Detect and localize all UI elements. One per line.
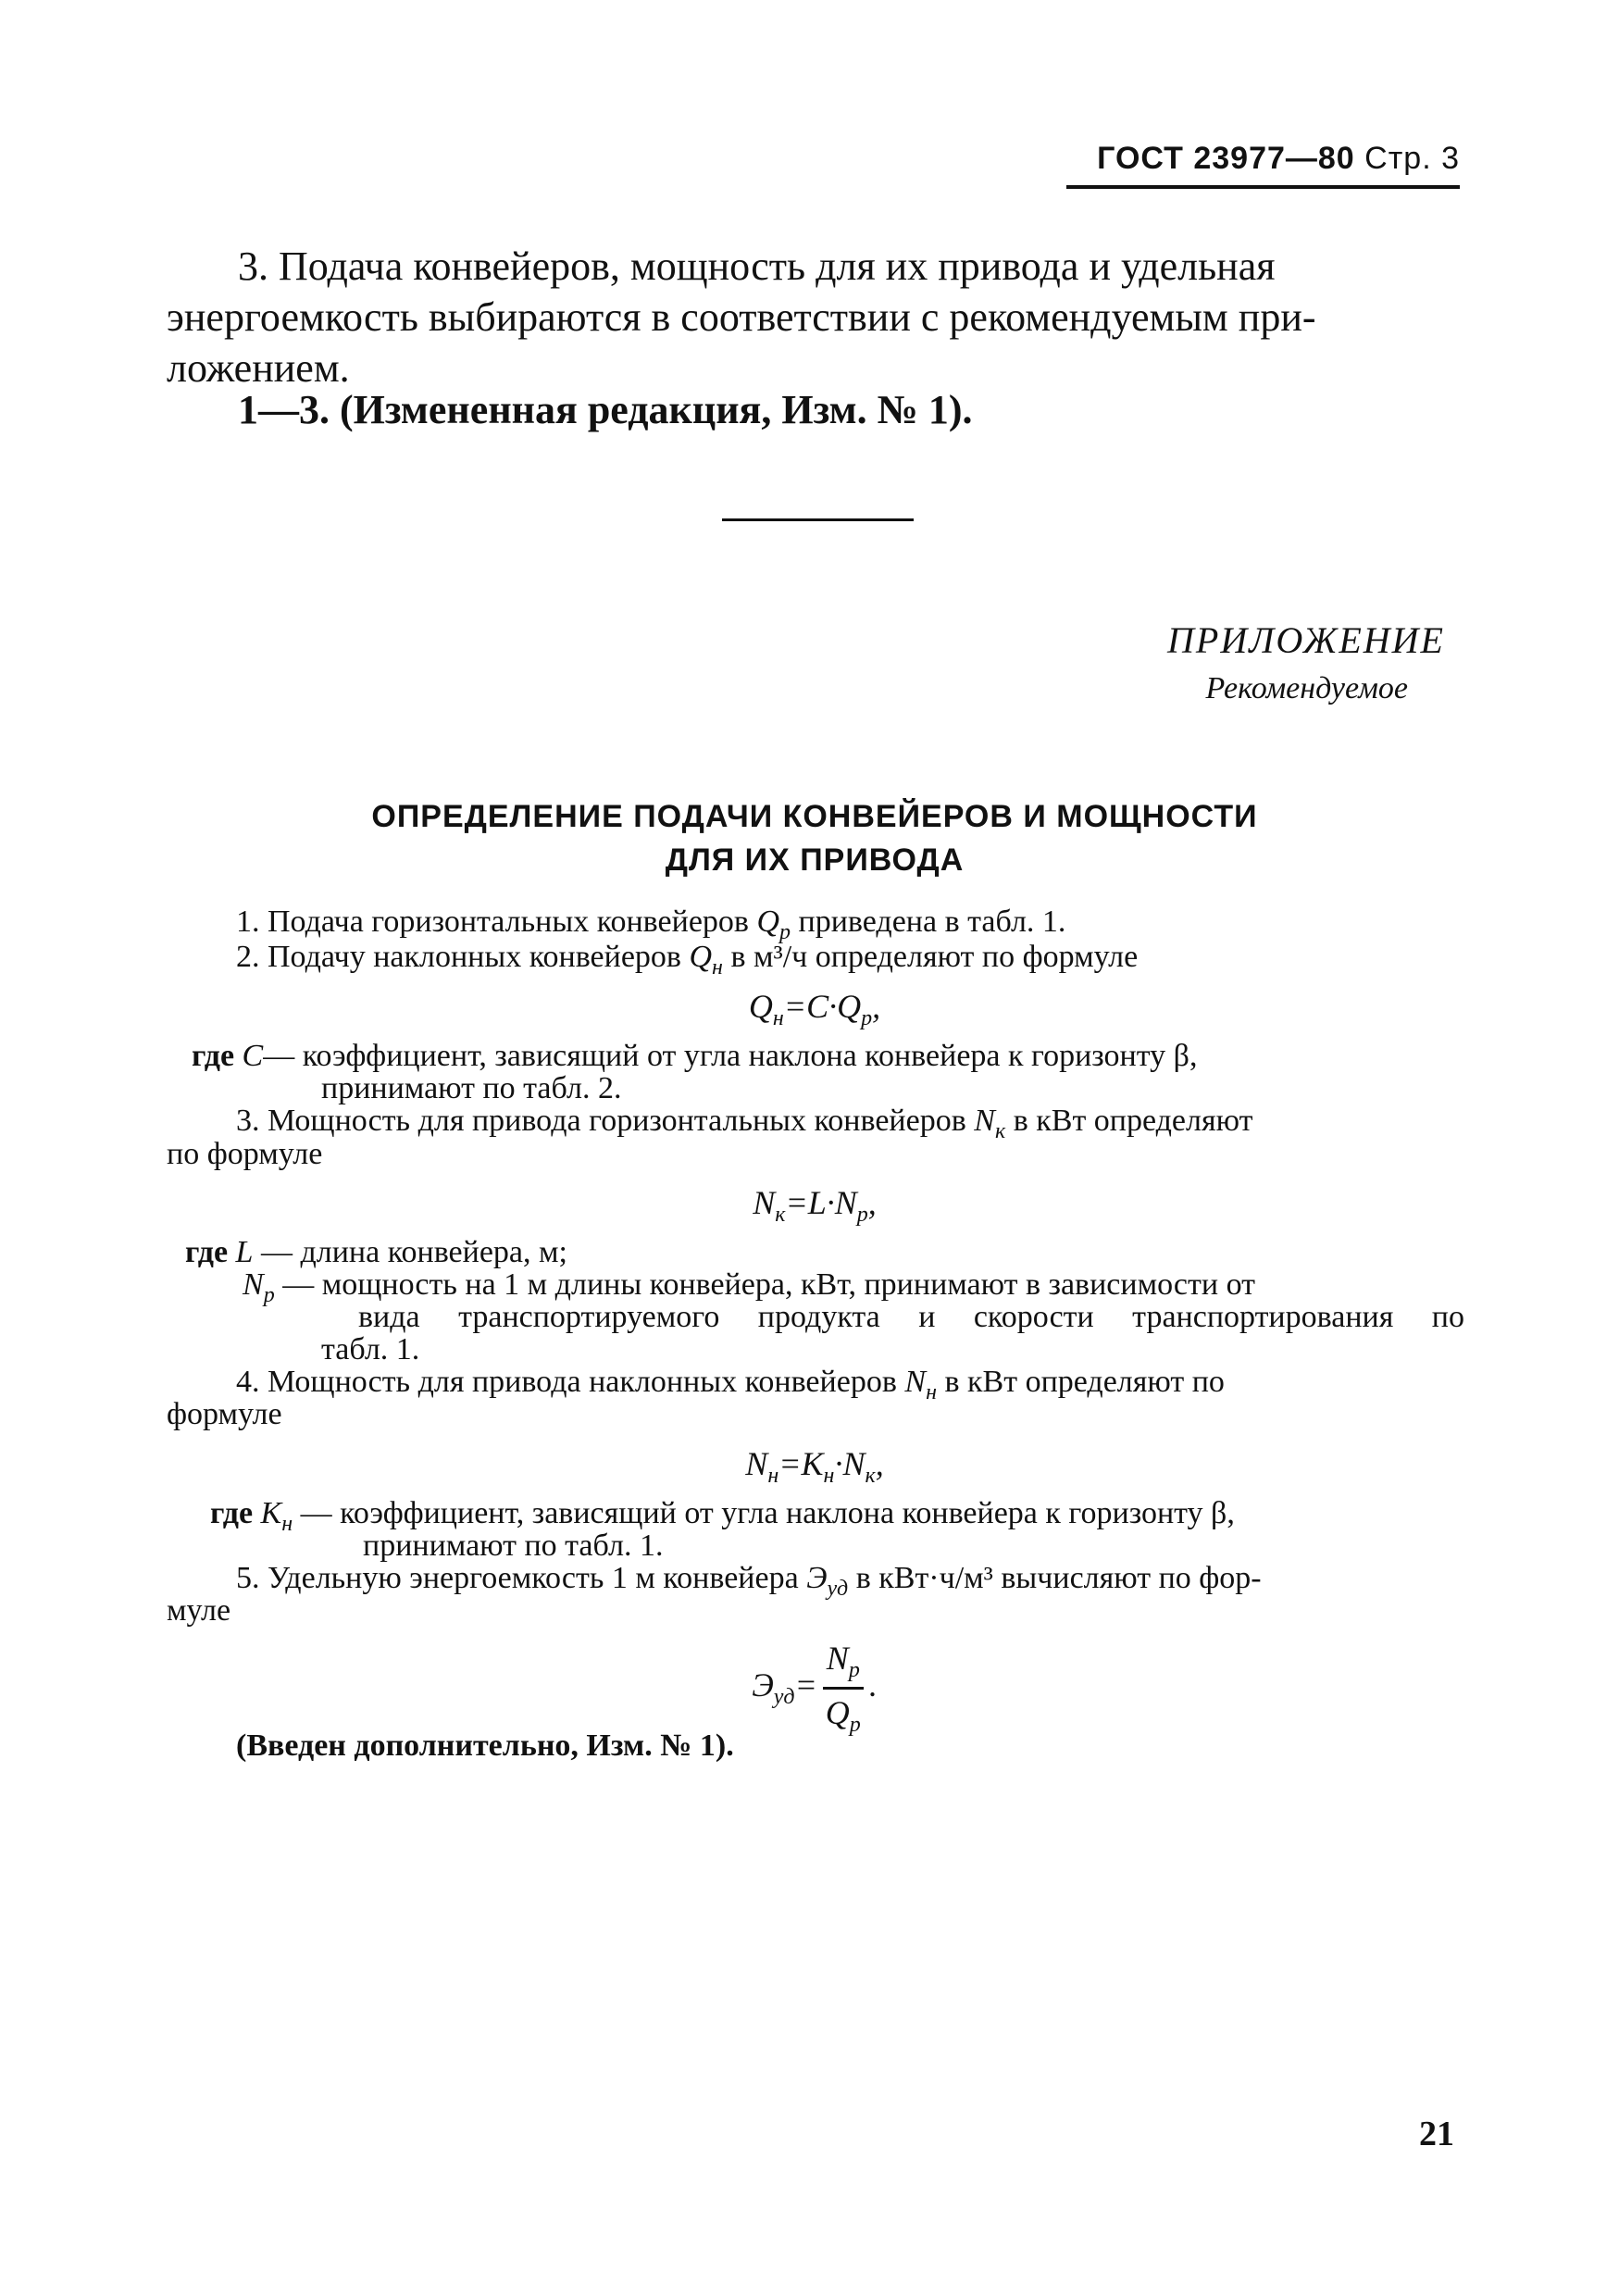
formula-1-rhs: =C·Q bbox=[783, 988, 862, 1025]
point-3-text-a: 3. Мощность для привода горизонтальных конвейеров bbox=[236, 1104, 966, 1138]
section-title-line-1: ОПРЕДЕЛЕНИЕ ПОДАЧИ КОНВЕЙЕРОВ И МОЩНОСТИ bbox=[371, 799, 1258, 834]
where-np-text: — мощность на 1 м длины конвейера, кВт, принимают в зависимости от bbox=[282, 1267, 1255, 1302]
formula-3-rhs-sub: н bbox=[823, 1464, 835, 1489]
point-2-where bbox=[192, 1040, 1197, 1073]
where-kn-text: — коэффициент, зависящий от угла наклона конвейера к горизонту β, bbox=[300, 1496, 1235, 1530]
point-4-cont: формуле bbox=[167, 1397, 282, 1431]
point-2-text-a: 2. Подачу наклонных конвейеров bbox=[236, 940, 681, 974]
amendment-note-2: (Введен дополнительно, Изм. № 1). bbox=[236, 1728, 734, 1763]
point-4-var: $N_н$ bbox=[904, 1365, 937, 1404]
where-label: где bbox=[185, 1235, 229, 1269]
var-kn: $K_н$ bbox=[260, 1496, 293, 1536]
point-5-text-a: 5. Удельную энергоемкость 1 м конвейера bbox=[236, 1561, 799, 1595]
point-4-text-a: 4. Мощность для привода наклонных конвейеров bbox=[236, 1365, 897, 1399]
where-c-text: — коэффициент, зависящий от угла наклона конвейера к горизонту β, bbox=[263, 1039, 1198, 1073]
formula-1-end: , bbox=[872, 988, 881, 1025]
point-2-text-b: в м³/ч определяют по формуле bbox=[730, 940, 1139, 974]
formula-3-rhs: =K bbox=[778, 1445, 824, 1482]
var-np: $N_р$ bbox=[243, 1267, 275, 1307]
header-rule bbox=[1066, 185, 1460, 189]
formula-2-rhs-sub: р bbox=[856, 1203, 868, 1228]
formula-4-eq: = bbox=[794, 1666, 817, 1703]
point-5 bbox=[236, 1562, 1262, 1605]
formula-3-rhs2: ·N bbox=[834, 1445, 866, 1482]
formula-3-rhs2-sub: к bbox=[865, 1464, 876, 1489]
point-5-cont: муле bbox=[167, 1593, 231, 1628]
point-3-text-b: в кВт определяют bbox=[1013, 1104, 1253, 1138]
point-5-var: $Э_{уд}$ bbox=[806, 1561, 849, 1601]
point-3-var: $N_к$ bbox=[974, 1104, 1006, 1143]
point-1-text-a: 1. Подача горизонтальных конвейеров bbox=[236, 905, 749, 939]
section-title-line-2: ДЛЯ ИХ ПРИВОДА bbox=[665, 842, 965, 878]
formula-3 bbox=[167, 1444, 1463, 1489]
appendix-subtitle: Рекомендуемое bbox=[1205, 671, 1408, 705]
formula-4-numerator: $N_р$ bbox=[823, 1639, 864, 1690]
formula-4-end: . bbox=[868, 1666, 878, 1703]
item-3-line-2: энергоемкость выбираются в соответствии с рекомендуемым при- bbox=[167, 294, 1316, 340]
where-label: где bbox=[192, 1039, 235, 1073]
point-3 bbox=[236, 1104, 1252, 1148]
point-4-where-cont: принимают по табл. 1. bbox=[363, 1529, 664, 1563]
formula-3-lhs: N bbox=[745, 1445, 768, 1482]
formula-1-rhs-sub: р bbox=[861, 1006, 873, 1031]
item-3-line-3: ложением. bbox=[167, 345, 350, 391]
point-1-var: $Q_р$ bbox=[756, 905, 791, 944]
formula-4 bbox=[167, 1639, 1463, 1738]
where-l-text: — длина конвейера, м; bbox=[260, 1235, 567, 1269]
page-number: 21 bbox=[1419, 2115, 1454, 2153]
formula-4-fraction bbox=[823, 1639, 864, 1738]
point-2 bbox=[236, 941, 1138, 984]
formula-4-lhs-sub: уд bbox=[773, 1685, 795, 1710]
page-header bbox=[1097, 141, 1460, 177]
point-1-text-b: приведена в табл. 1. bbox=[798, 905, 1066, 939]
formula-4-lhs: Э bbox=[752, 1666, 774, 1703]
formula-4-denominator: $Q_р$ bbox=[825, 1694, 861, 1738]
point-2-where-cont: принимают по табл. 2. bbox=[321, 1071, 622, 1105]
formula-2-end: , bbox=[867, 1184, 877, 1221]
amendment-note-1: 1—3. (Измененная редакция, Изм. № 1). bbox=[238, 387, 973, 432]
page-label: Стр. 3 bbox=[1364, 141, 1460, 176]
formula-1 bbox=[167, 987, 1463, 1031]
where-label: где bbox=[210, 1496, 254, 1530]
point-3-where-np-cont-1: вида транспортируемого продукта и скорости транспортирования по bbox=[358, 1300, 1464, 1334]
formula-2 bbox=[167, 1183, 1463, 1228]
separator-rule bbox=[722, 518, 914, 521]
formula-2-lhs-sub: к bbox=[775, 1203, 786, 1228]
point-4-text-b: в кВт определяют по bbox=[944, 1365, 1225, 1399]
point-3-where-np-cont-2: табл. 1. bbox=[321, 1332, 420, 1366]
appendix-title: ПРИЛОЖЕНИЕ bbox=[1167, 619, 1445, 661]
point-5-text-b: в кВт·ч/м³ вычисляют по фор- bbox=[855, 1561, 1262, 1595]
formula-2-lhs: N bbox=[753, 1184, 776, 1221]
standard-code: ГОСТ 23977—80 bbox=[1097, 141, 1355, 176]
formula-3-lhs-sub: н bbox=[767, 1464, 779, 1489]
formula-1-lhs-sub: н bbox=[772, 1006, 784, 1031]
formula-1-lhs: Q bbox=[748, 988, 773, 1025]
item-3-line-1: 3. Подача конвейеров, мощность для их привода и удельная bbox=[238, 243, 1276, 289]
var-l: L bbox=[235, 1235, 254, 1269]
var-c: C bbox=[242, 1039, 264, 1073]
point-4 bbox=[236, 1366, 1225, 1409]
point-3-where-l bbox=[185, 1236, 567, 1269]
formula-2-rhs: =L·N bbox=[785, 1184, 857, 1221]
item-3-paragraph bbox=[167, 241, 1463, 393]
formula-3-end: , bbox=[875, 1445, 884, 1482]
point-2-var: $Q_н$ bbox=[689, 940, 723, 980]
point-3-cont: по формуле bbox=[167, 1137, 323, 1171]
